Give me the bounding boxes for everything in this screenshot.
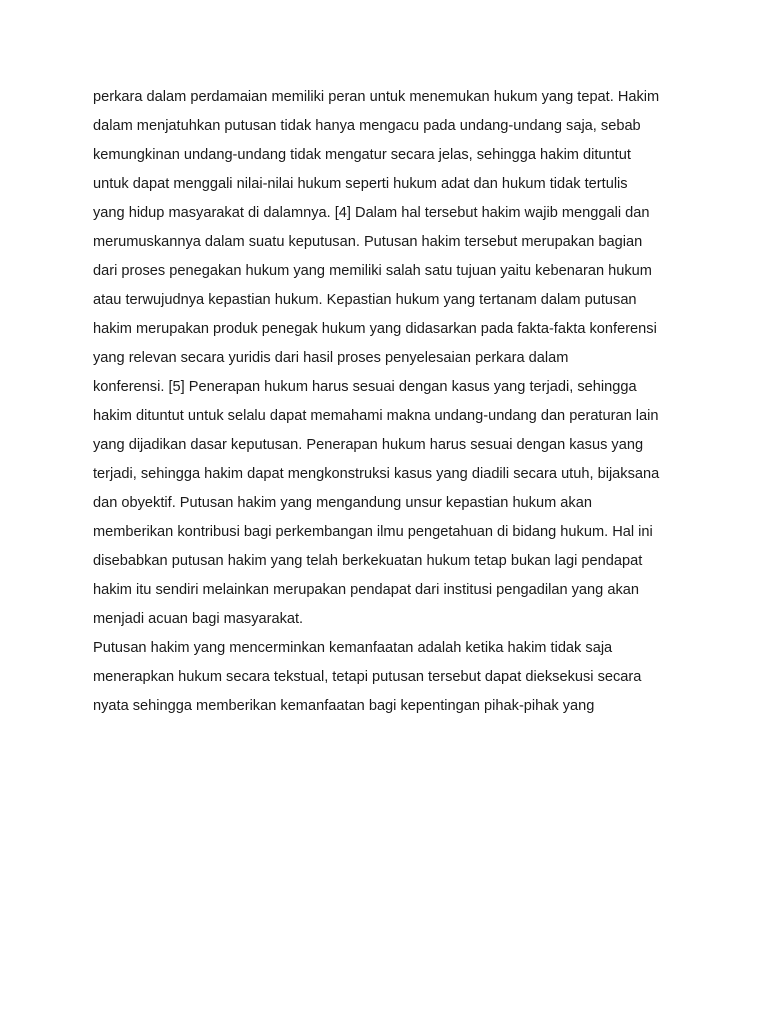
text-line: menjadi acuan bagi masyarakat.	[93, 611, 304, 627]
text-line: dan obyektif. Putusan hakim yang mengandung unsur kepastian hukum akan	[93, 495, 592, 511]
text-line: konferensi. [5] Penerapan hukum harus sesuai dengan kasus yang terjadi, sehingga	[93, 379, 637, 395]
text-line: memberikan kontribusi bagi perkembangan ilmu pengetahuan di bidang hukum. Hal ini	[93, 524, 653, 540]
text-line: yang relevan secara yuridis dari hasil proses penyelesaian perkara dalam	[93, 350, 569, 366]
text-line: yang dijadikan dasar keputusan. Penerapan hukum harus sesuai dengan kasus yang	[93, 437, 644, 453]
text-line: hakim itu sendiri melainkan merupakan pendapat dari institusi pengadilan yang akan	[93, 582, 639, 598]
text-line: perkara dalam perdamaian memiliki peran untuk menemukan hukum yang tepat. Hakim	[93, 89, 660, 105]
text-line: untuk dapat menggali nilai-nilai hukum seperti hukum adat dan hukum tidak tertulis	[93, 176, 628, 192]
text-line: dari proses penegakan hukum yang memiliki salah satu tujuan yaitu kebenaran hukum	[93, 263, 652, 279]
text-line: dalam menjatuhkan putusan tidak hanya mengacu pada undang-undang saja, sebab	[93, 118, 641, 134]
text-line: hakim merupakan produk penegak hukum yang didasarkan pada fakta-fakta konferensi	[93, 321, 657, 337]
text-line: terjadi, sehingga hakim dapat mengkonstruksi kasus yang diadili secara utuh, bijaksana	[93, 466, 660, 482]
text-line: atau terwujudnya kepastian hukum. Kepastian hukum yang tertanam dalam putusan	[93, 292, 637, 308]
text-line: kemungkinan undang-undang tidak mengatur secara jelas, sehingga hakim dituntut	[93, 147, 631, 163]
text-line: merumuskannya dalam suatu keputusan. Putusan hakim tersebut merupakan bagian	[93, 234, 643, 250]
text-line: menerapkan hukum secara tekstual, tetapi putusan tersebut dapat dieksekusi secara	[93, 669, 642, 685]
text-line: nyata sehingga memberikan kemanfaatan bagi kepentingan pihak-pihak yang	[93, 698, 595, 714]
text-line: hakim dituntut untuk selalu dapat memahami makna undang-undang dan peraturan lain	[93, 408, 659, 424]
text-line: Putusan hakim yang mencerminkan kemanfaatan adalah ketika hakim tidak saja	[93, 640, 613, 656]
text-line: disebabkan putusan hakim yang telah berkekuatan hukum tetap bukan lagi pendapat	[93, 553, 643, 569]
document-body	[93, 88, 674, 726]
text-line: yang hidup masyarakat di dalamnya. [4] Dalam hal tersebut hakim wajib menggali dan	[93, 205, 650, 221]
